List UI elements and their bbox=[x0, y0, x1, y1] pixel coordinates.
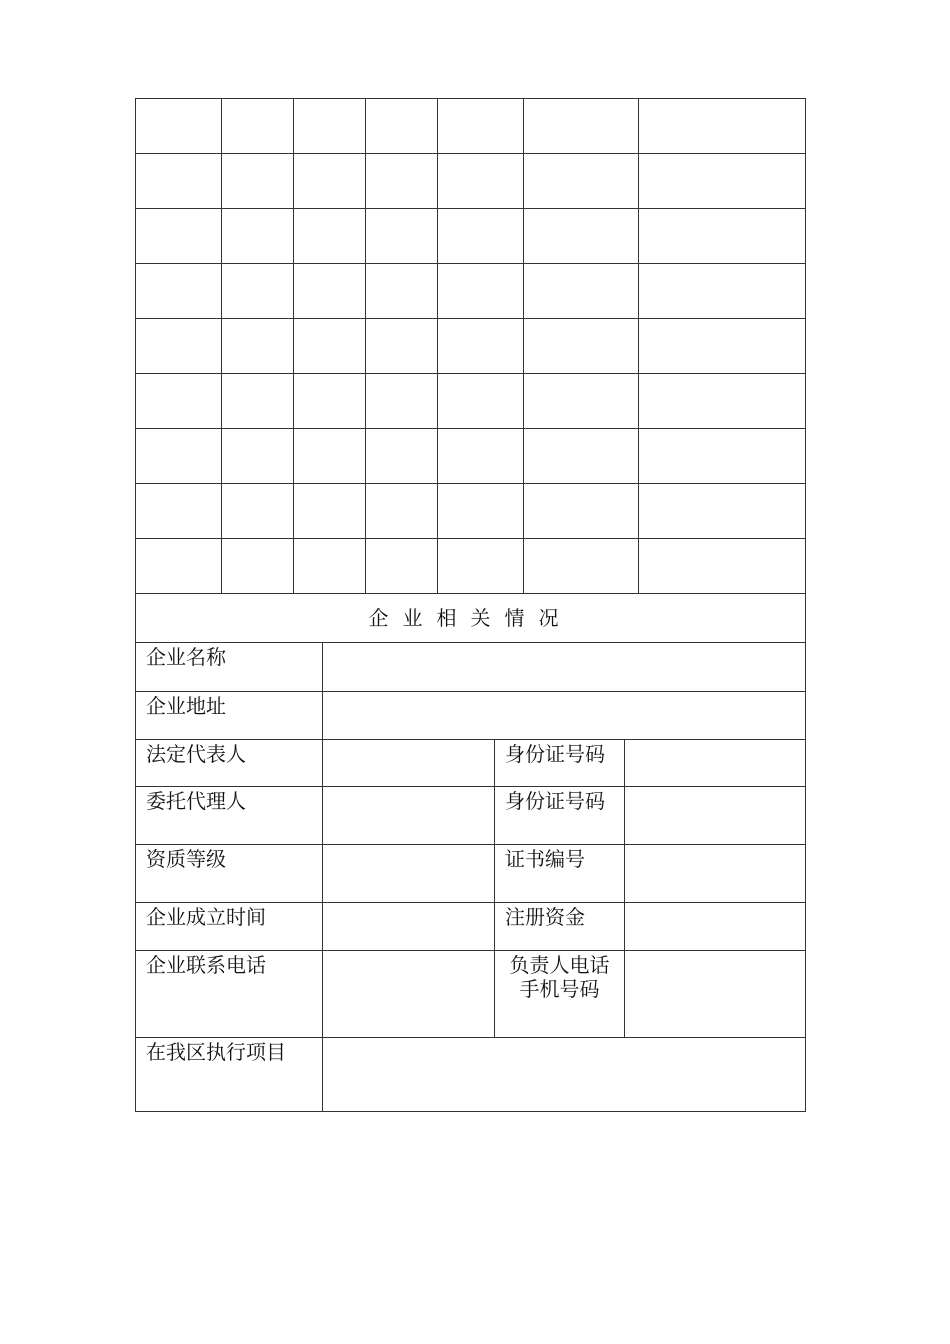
cert-number-value[interactable] bbox=[625, 845, 806, 903]
grid-cell[interactable] bbox=[639, 209, 806, 264]
grid-cell[interactable] bbox=[366, 484, 438, 539]
grid-cell[interactable] bbox=[524, 319, 639, 374]
upper-blank-grid bbox=[135, 98, 806, 594]
grid-cell[interactable] bbox=[136, 429, 222, 484]
grid-cell[interactable] bbox=[222, 484, 294, 539]
grid-cell[interactable] bbox=[136, 319, 222, 374]
grid-cell[interactable] bbox=[438, 264, 524, 319]
grid-cell[interactable] bbox=[366, 319, 438, 374]
established-label: 企业成立时间 bbox=[136, 903, 323, 951]
manager-phone-label-line1: 负责人电话 bbox=[509, 953, 610, 977]
grid-cell[interactable] bbox=[294, 429, 366, 484]
grid-cell[interactable] bbox=[438, 154, 524, 209]
grid-cell[interactable] bbox=[222, 99, 294, 154]
grid-cell[interactable] bbox=[366, 154, 438, 209]
grid-cell[interactable] bbox=[294, 209, 366, 264]
grid-cell[interactable] bbox=[222, 374, 294, 429]
legal-rep-value[interactable] bbox=[323, 740, 495, 787]
agent-value[interactable] bbox=[323, 787, 495, 845]
reg-capital-label: 注册资金 bbox=[495, 903, 625, 951]
grid-cell[interactable] bbox=[524, 429, 639, 484]
id-number-label-2: 身份证号码 bbox=[495, 787, 625, 845]
manager-phone-value[interactable] bbox=[625, 951, 806, 1038]
grid-cell[interactable] bbox=[524, 209, 639, 264]
grid-cell[interactable] bbox=[366, 429, 438, 484]
grid-row bbox=[136, 539, 806, 594]
projects-value[interactable] bbox=[323, 1038, 806, 1112]
contact-phone-value[interactable] bbox=[323, 951, 495, 1038]
grid-cell[interactable] bbox=[294, 264, 366, 319]
grid-cell[interactable] bbox=[639, 374, 806, 429]
cert-number-label: 证书编号 bbox=[495, 845, 625, 903]
qualification-value[interactable] bbox=[323, 845, 495, 903]
grid-row bbox=[136, 484, 806, 539]
grid-cell[interactable] bbox=[136, 264, 222, 319]
qualification-label: 资质等级 bbox=[136, 845, 323, 903]
grid-cell[interactable] bbox=[366, 374, 438, 429]
grid-cell[interactable] bbox=[366, 264, 438, 319]
grid-cell[interactable] bbox=[438, 539, 524, 594]
grid-cell[interactable] bbox=[524, 374, 639, 429]
company-address-label: 企业地址 bbox=[136, 692, 323, 740]
grid-row bbox=[136, 429, 806, 484]
grid-cell[interactable] bbox=[639, 264, 806, 319]
reg-capital-value[interactable] bbox=[625, 903, 806, 951]
grid-cell[interactable] bbox=[136, 374, 222, 429]
grid-cell[interactable] bbox=[294, 374, 366, 429]
grid-cell[interactable] bbox=[438, 319, 524, 374]
grid-cell[interactable] bbox=[136, 539, 222, 594]
grid-cell[interactable] bbox=[294, 319, 366, 374]
grid-cell[interactable] bbox=[294, 154, 366, 209]
grid-cell[interactable] bbox=[366, 539, 438, 594]
grid-cell[interactable] bbox=[524, 539, 639, 594]
grid-cell[interactable] bbox=[222, 539, 294, 594]
id-number-value-2[interactable] bbox=[625, 787, 806, 845]
id-number-label-1: 身份证号码 bbox=[495, 740, 625, 787]
grid-cell[interactable] bbox=[294, 539, 366, 594]
company-name-value[interactable] bbox=[323, 643, 806, 692]
grid-row bbox=[136, 374, 806, 429]
grid-cell[interactable] bbox=[222, 154, 294, 209]
company-info-table bbox=[135, 593, 806, 1112]
legal-rep-label: 法定代表人 bbox=[136, 740, 323, 787]
grid-cell[interactable] bbox=[438, 484, 524, 539]
grid-cell[interactable] bbox=[438, 374, 524, 429]
grid-cell[interactable] bbox=[136, 484, 222, 539]
grid-cell[interactable] bbox=[639, 484, 806, 539]
grid-cell[interactable] bbox=[136, 99, 222, 154]
company-name-label: 企业名称 bbox=[136, 643, 323, 692]
grid-cell[interactable] bbox=[524, 484, 639, 539]
manager-phone-label-line2: 手机号码 bbox=[519, 977, 600, 1001]
grid-cell[interactable] bbox=[136, 209, 222, 264]
grid-row bbox=[136, 209, 806, 264]
grid-cell[interactable] bbox=[524, 264, 639, 319]
grid-row bbox=[136, 264, 806, 319]
grid-cell[interactable] bbox=[222, 209, 294, 264]
projects-label: 在我区执行项目 bbox=[136, 1038, 323, 1112]
grid-cell[interactable] bbox=[639, 319, 806, 374]
grid-cell[interactable] bbox=[639, 154, 806, 209]
grid-row bbox=[136, 319, 806, 374]
grid-cell[interactable] bbox=[366, 99, 438, 154]
grid-cell[interactable] bbox=[222, 319, 294, 374]
company-address-value[interactable] bbox=[323, 692, 806, 740]
grid-cell[interactable] bbox=[524, 154, 639, 209]
grid-cell[interactable] bbox=[294, 484, 366, 539]
established-value[interactable] bbox=[323, 903, 495, 951]
grid-cell[interactable] bbox=[438, 209, 524, 264]
id-number-value-1[interactable] bbox=[625, 740, 806, 787]
grid-cell[interactable] bbox=[366, 209, 438, 264]
grid-cell[interactable] bbox=[639, 539, 806, 594]
section-title: 企业相关情况 bbox=[136, 594, 806, 643]
grid-cell[interactable] bbox=[222, 429, 294, 484]
grid-cell[interactable] bbox=[222, 264, 294, 319]
contact-phone-label: 企业联系电话 bbox=[136, 951, 323, 1038]
grid-cell[interactable] bbox=[438, 99, 524, 154]
grid-cell[interactable] bbox=[524, 99, 639, 154]
grid-row bbox=[136, 154, 806, 209]
grid-row bbox=[136, 99, 806, 154]
manager-phone-label bbox=[495, 951, 625, 1038]
grid-cell[interactable] bbox=[639, 429, 806, 484]
grid-cell[interactable] bbox=[438, 429, 524, 484]
grid-cell[interactable] bbox=[136, 154, 222, 209]
agent-label: 委托代理人 bbox=[136, 787, 323, 845]
grid-cell[interactable] bbox=[294, 99, 366, 154]
grid-cell[interactable] bbox=[639, 99, 806, 154]
